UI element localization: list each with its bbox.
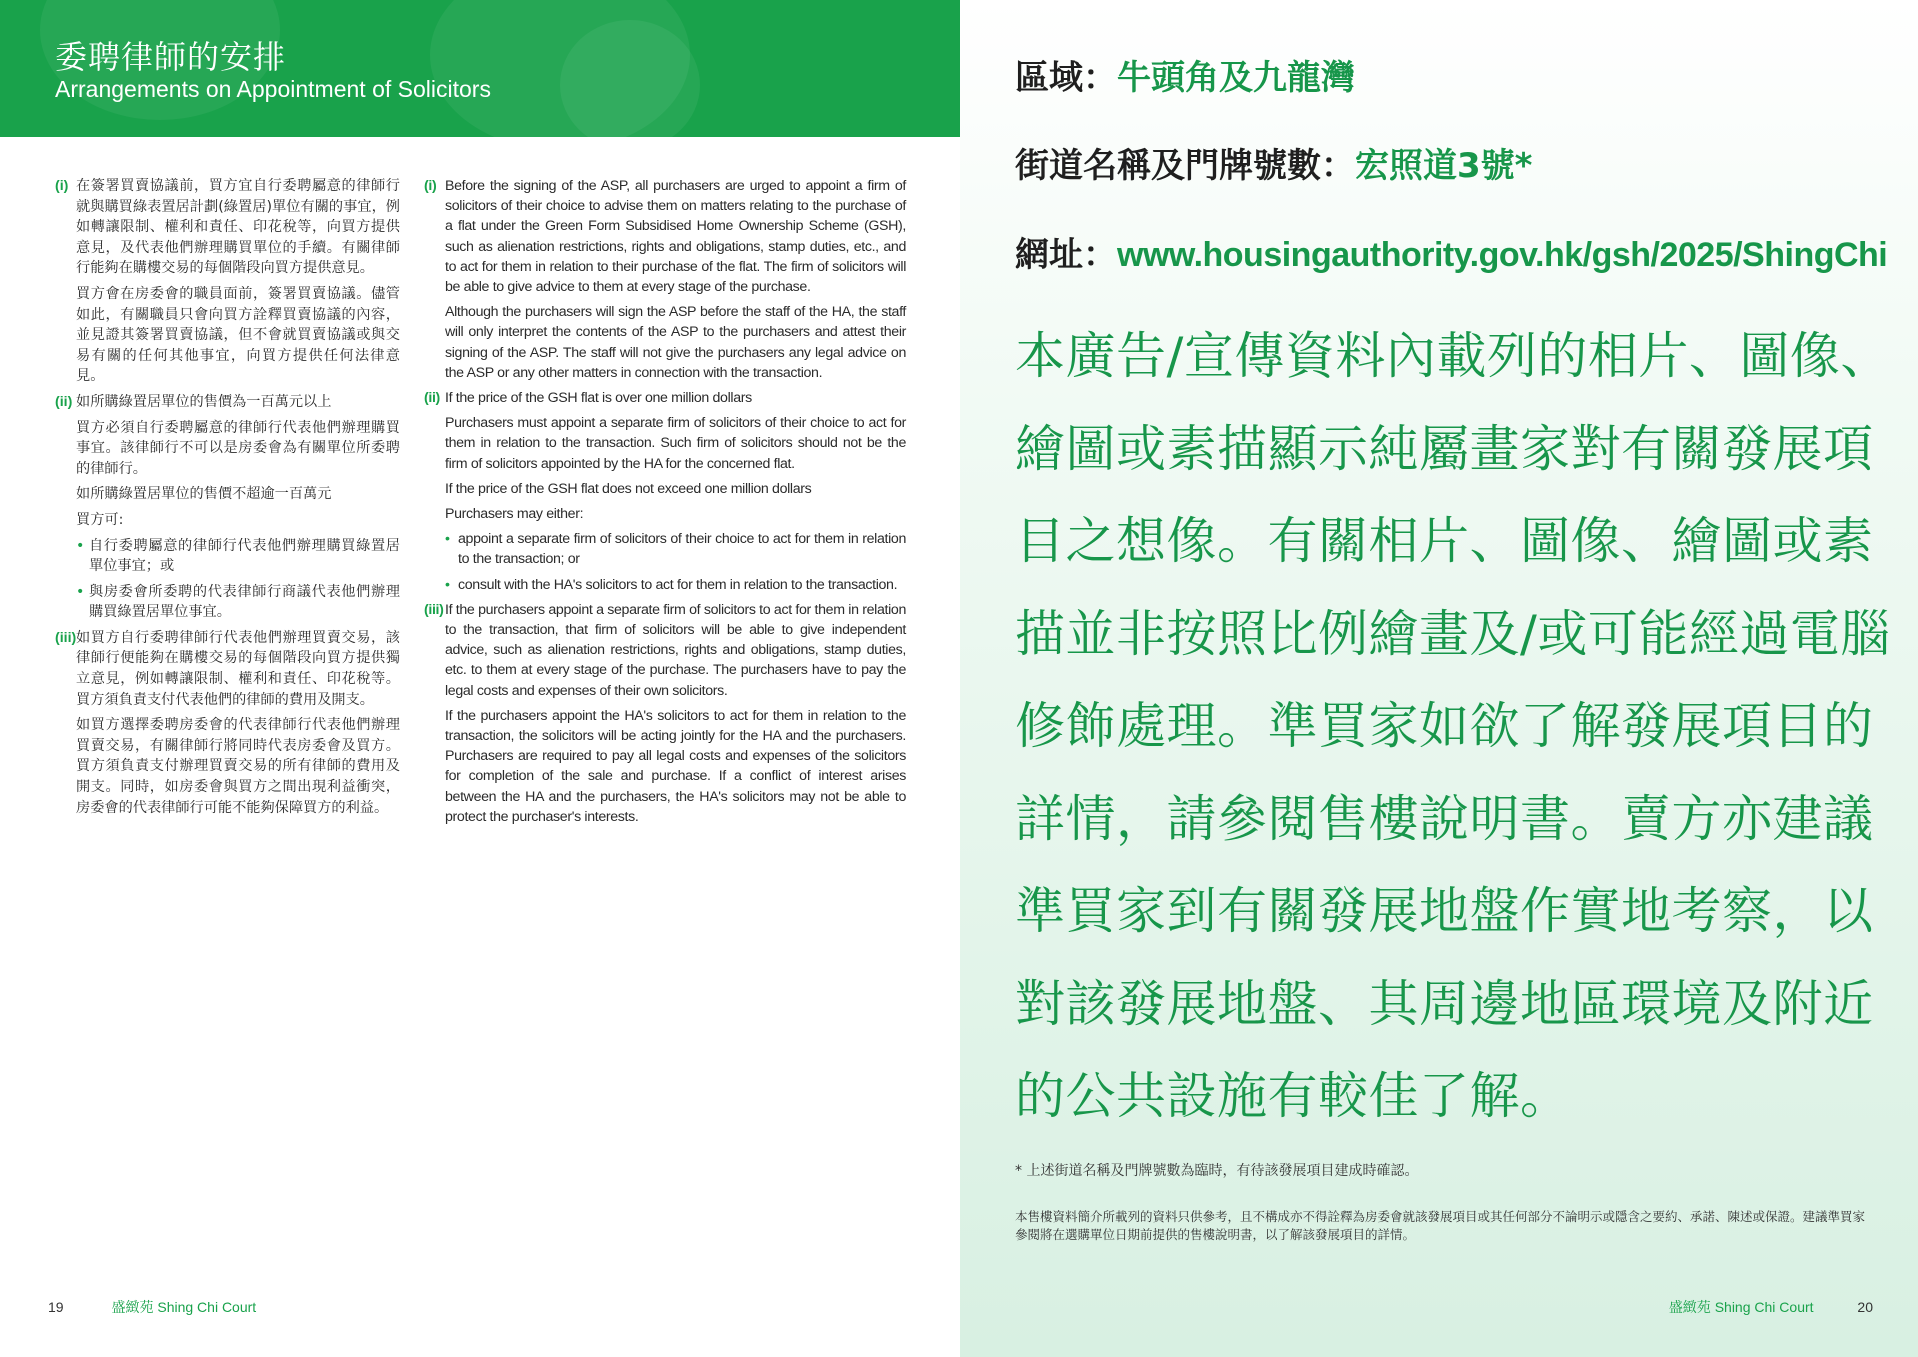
paragraph: If the price of the GSH flat does not exceed one million dollars — [445, 480, 812, 497]
item-heading: If the price of the GSH flat is over one million dollars — [445, 390, 752, 407]
paragraph: 如所購綠置居單位的售價不超逾一百萬元 — [76, 486, 332, 503]
paragraph: Purchasers may either: — [445, 506, 584, 523]
item-number: (iii) — [55, 629, 77, 646]
section-title-zh: 委聘律師的安排 — [55, 38, 287, 76]
bullet-item: • 自行委聘屬意的律師行代表他們辦理購買綠置居單位事宜；或 — [76, 536, 400, 577]
paragraph: 在簽署買賣協議前，買方宜自行委聘屬意的律師行就與購買綠表置居計劃(綠置居)單位有關的事宜，例如轉讓限制、權利和責任、印花稅等，向買方提供意見，及代表他們辦理購買單位的手續。有關律師行能夠在購樓交易的每個階段向買方提供意見。 — [76, 178, 400, 277]
street-label: 街道名稱及門牌號數： — [1015, 146, 1355, 186]
paragraph: 如買方自行委聘律師行代表他們辦理買賣交易，該律師行便能夠在購樓交易的每個階段向買方提供獨立意見，例如轉讓限制、權利和責任、印花稅等。買方須負責支付代表他們的律師的費用及開支。 — [76, 629, 400, 708]
chinese-column — [55, 176, 400, 823]
bullet-item: • consult with the HA's solicitors to act for them in relation to the transaction. — [445, 575, 906, 595]
right-page — [960, 0, 1918, 1357]
website-label: 網址： — [1015, 235, 1117, 275]
english-column — [424, 176, 906, 832]
paragraph: 買方可: — [76, 511, 124, 528]
page-number: 20 — [1857, 1299, 1873, 1315]
item-number: (iii) — [424, 601, 444, 618]
disclaimer-statement: 本廣告/宣傳資料內載列的相片、圖像、繪圖或素描顯示純屬畫家對有關發展項目之想像。有關相片、圖像、繪圖或素描並非按照比例繪畫及/或可能經過電腦修飾處理。準買家如欲了解發展項目的詳情，請參閱售樓說明書。賣方亦建議準買家到有關發展地盤作實地考察，以對該發展地盤、其周邊地區環境及附近的公共設施有較佳了解。 — [1015, 327, 1891, 1125]
item-ii — [55, 392, 400, 413]
street-line — [1015, 138, 1532, 187]
district-line — [1015, 50, 1355, 99]
footnote: * 上述街道名稱及門牌號數為臨時，有待該發展項目建成時確認。 — [1015, 1163, 1419, 1179]
item-number: (ii) — [55, 393, 73, 410]
street-value: 宏照道3號* — [1355, 146, 1533, 186]
page-footer-left — [48, 1297, 256, 1317]
header-band — [0, 0, 960, 137]
paragraph: If the purchasers appoint the HA's solicitors to act for them in relation to the transaction, the solicitors will be acting jointly for the HA and the purchasers. Purchasers are required to pay all legal costs and expenses of the solicitors for completion of the sale and purchase. If a conflict of interest arises between the HA and the purchasers, the HA's solicitors may not be able to protect the purchaser's interests. — [445, 707, 906, 825]
paragraph: 買方必須自行委聘屬意的律師行代表他們辦理購買事宜。該律師行不可以是房委會為有關單位所委聘的律師行。 — [76, 419, 400, 477]
fine-print-note: 本售樓資料簡介所載列的資料只供參考，且不構成亦不得詮釋為房委會就該發展項目或其任何部分不論明示或隱含之要約、承諾、陳述或保證。建議準買家參閱將在選購單位日期前提供的售樓說明書，以了解該發展項目的詳情。 — [1015, 1209, 1866, 1242]
item-ii — [424, 388, 906, 408]
item-number: (i) — [55, 178, 69, 194]
court-name: 盛緻苑 Shing Chi Court — [1668, 1299, 1814, 1315]
court-name: 盛緻苑 Shing Chi Court — [111, 1299, 257, 1315]
item-heading: 如所購綠置居單位的售價為一百萬元以上 — [76, 393, 332, 410]
item-i — [424, 176, 906, 297]
page-number: 19 — [48, 1299, 64, 1315]
bullet-item: • appoint a separate firm of solicitors of their choice to act for them in relation to the transaction; or — [445, 529, 906, 569]
item-number: (i) — [424, 178, 437, 194]
section-title-en: Arrangements on Appointment of Solicitors — [55, 76, 491, 102]
item-number: (ii) — [424, 390, 440, 407]
paragraph: 如買方選擇委聘房委會的代表律師行代表他們辦理買賣交易，有關律師行將同時代表房委會及買方。買方須負責支付辦理買賣交易的所有律師的費用及開支。同時，如房委會與買方之間出現利益衝突，房委會的代表律師行可能不能夠保障買方的利益。 — [76, 717, 400, 816]
paragraph: Purchasers must appoint a separate firm of solicitors of their choice to act for them in relation to the transaction. Such firm of solicitors should not be the firm of solicitors appointed by the HA for the concerned flat. — [445, 415, 906, 472]
paragraph: If the purchasers appoint a separate firm of solicitors to act for them in relation to the transaction, that firm of solicitors will be able to give independent advice, such as alienation restrictions, rights and obligations, stamp duties, etc. to them at every stage of the purchase. The purchasers have to pay the legal costs and expenses of their own solicitors. — [445, 601, 906, 699]
paragraph: Although the purchasers will sign the ASP before the staff of the HA, the staff will only interpret the contents of the ASP to the purchasers and attest their signing of the ASP. The staff will not give the purchasers any legal advice on the ASP or any other matters in connection with the transaction. — [445, 304, 906, 381]
website-link[interactable]: www.housingauthority.gov.hk/gsh/2025/ShingChi — [1117, 236, 1888, 274]
item-i — [55, 176, 400, 279]
item-iii — [424, 600, 906, 701]
paragraph: Before the signing of the ASP, all purchasers are urged to appoint a firm of solicitors of their choice to advise them on matters relating to the purchase of a flat under the Green Form Subsidised Home Ownership Scheme (GSH), such as alienation restrictions, rights and obligations, stamp duties, etc., and to act for them in relation to their purchase of the flat. The firm of solicitors will be able to give advice to them at every stage of the purchase. — [445, 178, 906, 296]
item-iii — [55, 628, 400, 710]
bullet-item: • 與房委會所委聘的代表律師行商議代表他們辦理購買綠置居單位事宜。 — [76, 582, 400, 623]
page-footer-right — [1669, 1297, 1873, 1317]
paragraph: 買方會在房委會的職員面前，簽署買賣協議。儘管如此，有關職員只會向買方詮釋買賣協議的內容，並見證其簽署買賣協議，但不會就買賣協議或與交易有關的任何其他事宜，向買方提供任何法律意見。 — [76, 285, 400, 385]
district-value: 牛頭角及九龍灣 — [1117, 58, 1355, 98]
website-line — [1015, 227, 1887, 276]
district-label: 區域： — [1015, 58, 1117, 98]
